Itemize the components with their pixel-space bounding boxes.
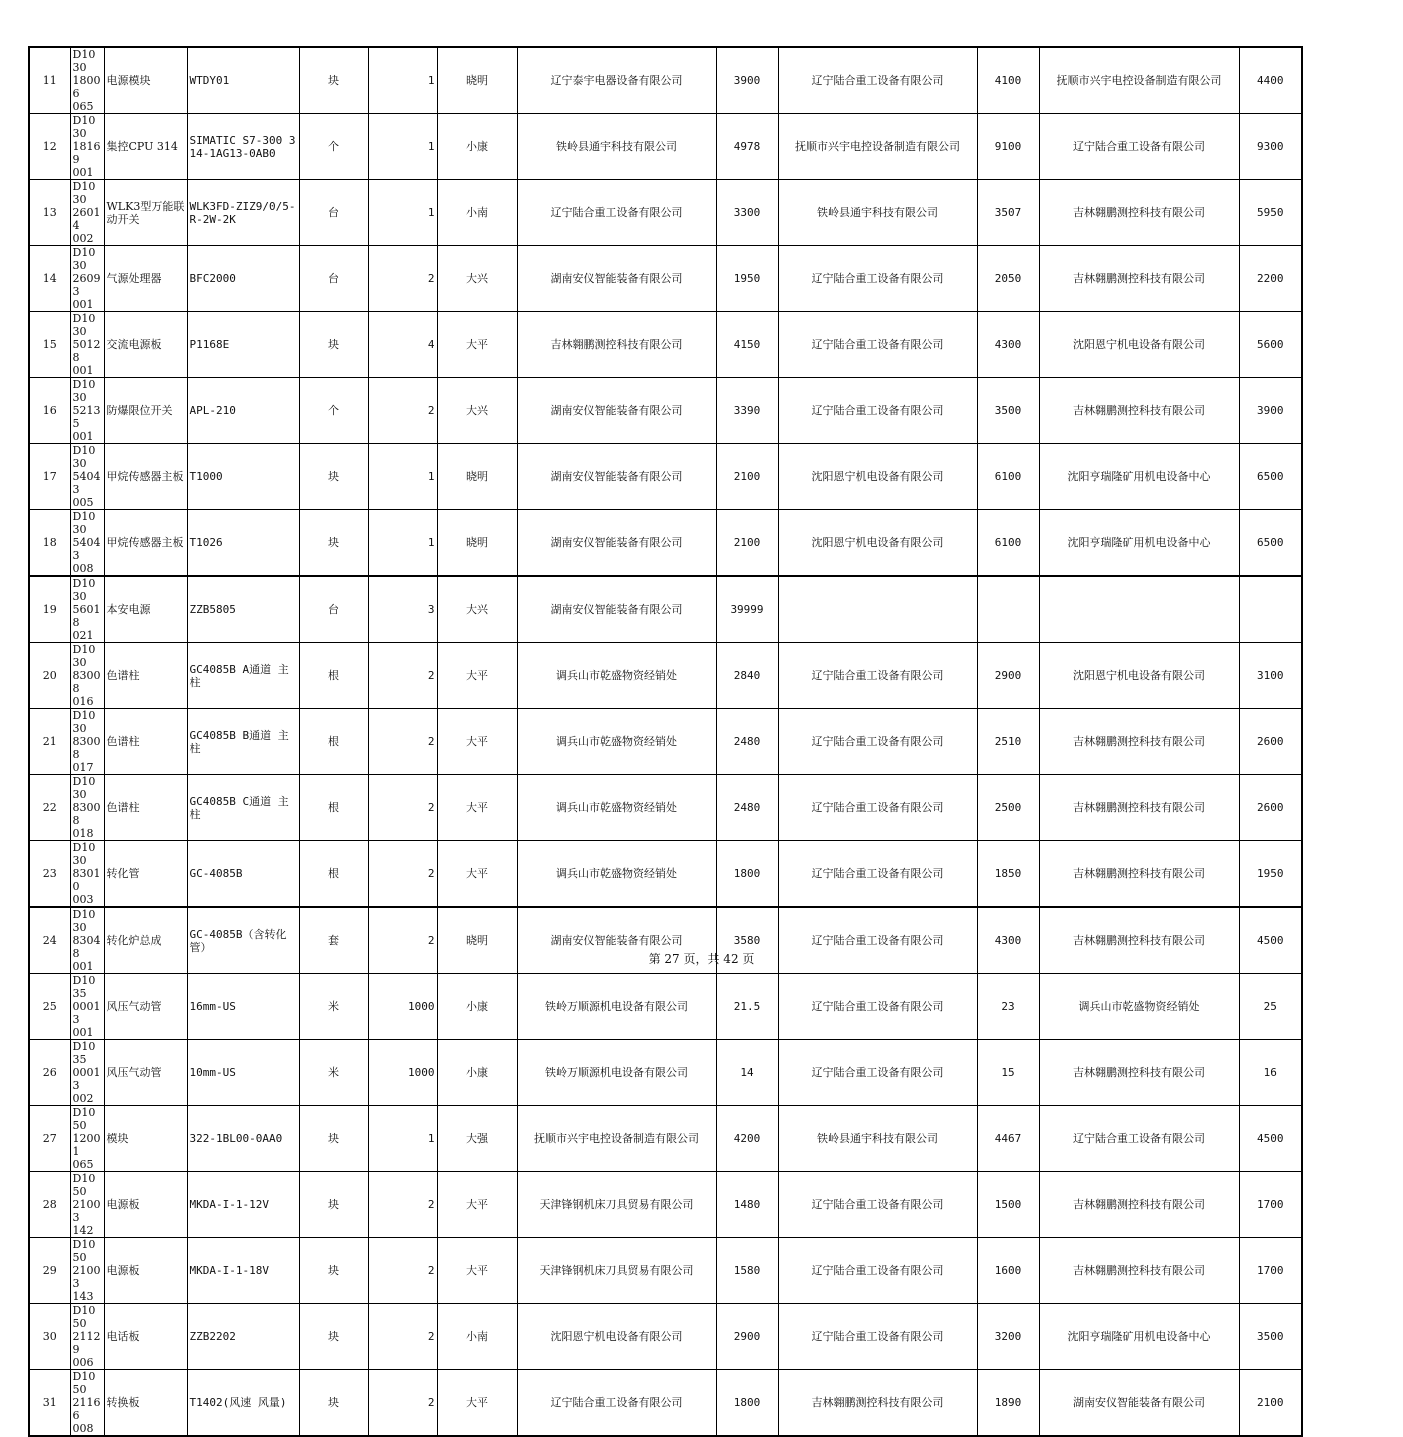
quantity-cell: 4 xyxy=(368,312,437,378)
material-code-cell: D1030 54043 005 xyxy=(70,444,104,510)
material-name-cell: 色谱柱 xyxy=(104,775,187,841)
price-1-cell: 4978 xyxy=(716,114,778,180)
row-number-cell: 27 xyxy=(29,1106,70,1172)
specification-cell: P1168E xyxy=(187,312,299,378)
table-row xyxy=(29,643,1302,709)
supplier-3-cell: 吉林翱鹏测控科技有限公司 xyxy=(1039,1238,1239,1304)
material-code-cell: D1035 00013 001 xyxy=(70,974,104,1040)
price-3-cell: 6500 xyxy=(1239,444,1302,510)
supplier-3-cell: 辽宁陆合重工设备有限公司 xyxy=(1039,114,1239,180)
buyer-cell: 晓明 xyxy=(437,510,517,577)
supplier-3-cell: 吉林翱鹏测控科技有限公司 xyxy=(1039,841,1239,908)
price-2-cell: 2500 xyxy=(977,775,1039,841)
material-name-cell: 色谱柱 xyxy=(104,709,187,775)
buyer-cell: 大平 xyxy=(437,841,517,908)
table-row xyxy=(29,775,1302,841)
material-name-cell: 电源模块 xyxy=(104,47,187,114)
material-name-cell: 色谱柱 xyxy=(104,643,187,709)
material-name-cell: 转化管 xyxy=(104,841,187,908)
unit-cell: 块 xyxy=(299,1238,368,1304)
supplier-1-cell: 铁岭县通宇科技有限公司 xyxy=(517,114,716,180)
specification-cell: SIMATIC S7-300 314-1AG13-0AB0 xyxy=(187,114,299,180)
specification-cell: WLK3FD-ZIZ9/0/5-R-2W-2K xyxy=(187,180,299,246)
table-row xyxy=(29,180,1302,246)
price-3-cell: 25 xyxy=(1239,974,1302,1040)
quantity-cell: 1 xyxy=(368,47,437,114)
unit-cell: 米 xyxy=(299,1040,368,1106)
quantity-cell: 1 xyxy=(368,510,437,577)
material-code-cell: D1030 26014 002 xyxy=(70,180,104,246)
material-name-cell: 气源处理器 xyxy=(104,246,187,312)
table-row xyxy=(29,1172,1302,1238)
supplier-1-cell: 湖南安仪智能装备有限公司 xyxy=(517,378,716,444)
unit-cell: 块 xyxy=(299,1172,368,1238)
quantity-cell: 2 xyxy=(368,1238,437,1304)
table-row xyxy=(29,1238,1302,1304)
material-name-cell: 转化炉总成 xyxy=(104,907,187,974)
unit-cell: 套 xyxy=(299,907,368,974)
supplier-1-cell: 辽宁陆合重工设备有限公司 xyxy=(517,180,716,246)
unit-cell: 块 xyxy=(299,444,368,510)
material-code-cell: D1035 00013 002 xyxy=(70,1040,104,1106)
specification-cell: 322-1BL00-0AA0 xyxy=(187,1106,299,1172)
material-name-cell: 本安电源 xyxy=(104,576,187,643)
supplier-2-cell: 辽宁陆合重工设备有限公司 xyxy=(778,907,977,974)
supplier-2-cell: 辽宁陆合重工设备有限公司 xyxy=(778,1304,977,1370)
supplier-2-cell: 辽宁陆合重工设备有限公司 xyxy=(778,246,977,312)
unit-cell: 根 xyxy=(299,709,368,775)
price-1-cell: 1580 xyxy=(716,1238,778,1304)
material-code-cell: D1030 56018 021 xyxy=(70,576,104,643)
price-2-cell: 9100 xyxy=(977,114,1039,180)
price-2-cell: 2510 xyxy=(977,709,1039,775)
material-name-cell: 电话板 xyxy=(104,1304,187,1370)
material-name-cell: 电源板 xyxy=(104,1172,187,1238)
row-number-cell: 12 xyxy=(29,114,70,180)
price-2-cell: 2050 xyxy=(977,246,1039,312)
price-3-cell: 5600 xyxy=(1239,312,1302,378)
price-2-cell: 6100 xyxy=(977,444,1039,510)
unit-cell: 块 xyxy=(299,1304,368,1370)
supplier-3-cell xyxy=(1039,576,1239,643)
buyer-cell: 晓明 xyxy=(437,444,517,510)
supplier-3-cell: 辽宁陆合重工设备有限公司 xyxy=(1039,1106,1239,1172)
supplier-1-cell: 辽宁泰宇电器设备有限公司 xyxy=(517,47,716,114)
material-code-cell: D1030 50128 001 xyxy=(70,312,104,378)
supplier-1-cell: 抚顺市兴宇电控设备制造有限公司 xyxy=(517,1106,716,1172)
unit-cell: 块 xyxy=(299,1370,368,1437)
supplier-1-cell: 湖南安仪智能装备有限公司 xyxy=(517,907,716,974)
material-code-cell: D1030 54043 008 xyxy=(70,510,104,577)
buyer-cell: 大兴 xyxy=(437,378,517,444)
material-code-cell: D1030 26093 001 xyxy=(70,246,104,312)
buyer-cell: 大平 xyxy=(437,643,517,709)
specification-cell: MKDA-I-1-12V xyxy=(187,1172,299,1238)
supplier-1-cell: 湖南安仪智能装备有限公司 xyxy=(517,576,716,643)
quantity-cell: 2 xyxy=(368,378,437,444)
row-number-cell: 20 xyxy=(29,643,70,709)
specification-cell: ZZB2202 xyxy=(187,1304,299,1370)
row-number-cell: 31 xyxy=(29,1370,70,1437)
table-row xyxy=(29,1106,1302,1172)
quantity-cell: 1 xyxy=(368,180,437,246)
buyer-cell: 大兴 xyxy=(437,576,517,643)
price-3-cell: 16 xyxy=(1239,1040,1302,1106)
supplier-3-cell: 抚顺市兴宇电控设备制造有限公司 xyxy=(1039,47,1239,114)
price-3-cell: 6500 xyxy=(1239,510,1302,577)
row-number-cell: 22 xyxy=(29,775,70,841)
specification-cell: GC4085B B通道 主柱 xyxy=(187,709,299,775)
price-1-cell: 1480 xyxy=(716,1172,778,1238)
quantity-cell: 1 xyxy=(368,1106,437,1172)
supplier-3-cell: 吉林翱鹏测控科技有限公司 xyxy=(1039,378,1239,444)
price-1-cell: 39999 xyxy=(716,576,778,643)
price-2-cell: 4300 xyxy=(977,312,1039,378)
price-2-cell: 1600 xyxy=(977,1238,1039,1304)
specification-cell: 16mm-US xyxy=(187,974,299,1040)
row-number-cell: 19 xyxy=(29,576,70,643)
supplier-2-cell: 辽宁陆合重工设备有限公司 xyxy=(778,1040,977,1106)
price-3-cell: 2600 xyxy=(1239,775,1302,841)
row-number-cell: 23 xyxy=(29,841,70,908)
quantity-cell: 2 xyxy=(368,643,437,709)
table-row xyxy=(29,444,1302,510)
specification-cell: BFC2000 xyxy=(187,246,299,312)
table-row xyxy=(29,510,1302,577)
quantity-cell: 3 xyxy=(368,576,437,643)
price-1-cell: 1800 xyxy=(716,1370,778,1437)
page-footer: 第 27 页，共 42 页 xyxy=(648,952,755,966)
supplier-2-cell: 辽宁陆合重工设备有限公司 xyxy=(778,47,977,114)
quantity-cell: 2 xyxy=(368,775,437,841)
quantity-cell: 2 xyxy=(368,1370,437,1437)
quantity-cell: 1000 xyxy=(368,1040,437,1106)
material-name-cell: 风压气动管 xyxy=(104,974,187,1040)
supplier-3-cell: 沈阳恩宁机电设备有限公司 xyxy=(1039,643,1239,709)
buyer-cell: 大平 xyxy=(437,709,517,775)
table-row xyxy=(29,47,1302,114)
supplier-3-cell: 吉林翱鹏测控科技有限公司 xyxy=(1039,246,1239,312)
supplier-3-cell: 吉林翱鹏测控科技有限公司 xyxy=(1039,1172,1239,1238)
buyer-cell: 晓明 xyxy=(437,47,517,114)
price-2-cell: 3507 xyxy=(977,180,1039,246)
material-name-cell: 交流电源板 xyxy=(104,312,187,378)
buyer-cell: 大强 xyxy=(437,1106,517,1172)
unit-cell: 台 xyxy=(299,246,368,312)
row-number-cell: 21 xyxy=(29,709,70,775)
buyer-cell: 大兴 xyxy=(437,246,517,312)
supplier-2-cell: 铁岭县通宇科技有限公司 xyxy=(778,180,977,246)
table-row xyxy=(29,312,1302,378)
price-1-cell: 3300 xyxy=(716,180,778,246)
price-2-cell: 6100 xyxy=(977,510,1039,577)
material-code-cell: D1050 21003 143 xyxy=(70,1238,104,1304)
specification-cell: ZZB5805 xyxy=(187,576,299,643)
table-row xyxy=(29,841,1302,908)
supplier-3-cell: 吉林翱鹏测控科技有限公司 xyxy=(1039,775,1239,841)
material-name-cell: WLK3型万能联动开关 xyxy=(104,180,187,246)
supplier-2-cell: 辽宁陆合重工设备有限公司 xyxy=(778,709,977,775)
specification-cell: WTDY01 xyxy=(187,47,299,114)
supplier-1-cell: 天津锋钢机床刀具贸易有限公司 xyxy=(517,1238,716,1304)
buyer-cell: 大平 xyxy=(437,312,517,378)
material-name-cell: 模块 xyxy=(104,1106,187,1172)
specification-cell: T1026 xyxy=(187,510,299,577)
price-1-cell: 2100 xyxy=(716,444,778,510)
price-1-cell: 3900 xyxy=(716,47,778,114)
material-code-cell: D1030 18169 001 xyxy=(70,114,104,180)
price-2-cell: 4100 xyxy=(977,47,1039,114)
material-code-cell: D1030 52135 001 xyxy=(70,378,104,444)
buyer-cell: 小南 xyxy=(437,1304,517,1370)
supplier-2-cell: 铁岭县通宇科技有限公司 xyxy=(778,1106,977,1172)
price-2-cell: 3500 xyxy=(977,378,1039,444)
price-3-cell: 1950 xyxy=(1239,841,1302,908)
buyer-cell: 大平 xyxy=(437,1172,517,1238)
specification-cell: 10mm-US xyxy=(187,1040,299,1106)
price-3-cell: 1700 xyxy=(1239,1238,1302,1304)
supplier-2-cell: 抚顺市兴宇电控设备制造有限公司 xyxy=(778,114,977,180)
material-name-cell: 风压气动管 xyxy=(104,1040,187,1106)
price-2-cell: 1890 xyxy=(977,1370,1039,1437)
price-3-cell: 3900 xyxy=(1239,378,1302,444)
quantity-cell: 2 xyxy=(368,246,437,312)
supplier-1-cell: 铁岭万顺源机电设备有限公司 xyxy=(517,1040,716,1106)
price-2-cell: 4300 xyxy=(977,907,1039,974)
unit-cell: 台 xyxy=(299,180,368,246)
row-number-cell: 14 xyxy=(29,246,70,312)
buyer-cell: 晓明 xyxy=(437,907,517,974)
supplier-1-cell: 调兵山市乾盛物资经销处 xyxy=(517,643,716,709)
material-name-cell: 甲烷传感器主板 xyxy=(104,510,187,577)
table-row xyxy=(29,709,1302,775)
specification-cell: MKDA-I-1-18V xyxy=(187,1238,299,1304)
material-name-cell: 电源板 xyxy=(104,1238,187,1304)
supplier-1-cell: 天津锋钢机床刀具贸易有限公司 xyxy=(517,1172,716,1238)
quantity-cell: 2 xyxy=(368,1304,437,1370)
price-1-cell: 1950 xyxy=(716,246,778,312)
quantity-cell: 2 xyxy=(368,841,437,908)
unit-cell: 个 xyxy=(299,378,368,444)
price-2-cell: 2900 xyxy=(977,643,1039,709)
supplier-3-cell: 吉林翱鹏测控科技有限公司 xyxy=(1039,1040,1239,1106)
supplier-3-cell: 沈阳恩宁机电设备有限公司 xyxy=(1039,312,1239,378)
price-2-cell xyxy=(977,576,1039,643)
supplier-3-cell: 吉林翱鹏测控科技有限公司 xyxy=(1039,709,1239,775)
row-number-cell: 15 xyxy=(29,312,70,378)
price-2-cell: 1850 xyxy=(977,841,1039,908)
supplier-2-cell: 辽宁陆合重工设备有限公司 xyxy=(778,643,977,709)
supplier-2-cell: 辽宁陆合重工设备有限公司 xyxy=(778,974,977,1040)
price-3-cell: 1700 xyxy=(1239,1172,1302,1238)
buyer-cell: 小康 xyxy=(437,114,517,180)
price-3-cell: 9300 xyxy=(1239,114,1302,180)
price-3-cell: 4500 xyxy=(1239,907,1302,974)
price-1-cell: 3390 xyxy=(716,378,778,444)
supplier-1-cell: 湖南安仪智能装备有限公司 xyxy=(517,246,716,312)
price-3-cell: 5950 xyxy=(1239,180,1302,246)
row-number-cell: 30 xyxy=(29,1304,70,1370)
price-1-cell: 4150 xyxy=(716,312,778,378)
price-3-cell: 2100 xyxy=(1239,1370,1302,1437)
material-code-cell: D1030 18006 065 xyxy=(70,47,104,114)
price-3-cell: 4500 xyxy=(1239,1106,1302,1172)
supplier-2-cell: 辽宁陆合重工设备有限公司 xyxy=(778,378,977,444)
price-1-cell: 2100 xyxy=(716,510,778,577)
specification-cell: GC4085B C通道 主柱 xyxy=(187,775,299,841)
supplier-1-cell: 辽宁陆合重工设备有限公司 xyxy=(517,1370,716,1437)
price-1-cell: 2480 xyxy=(716,775,778,841)
supplier-1-cell: 调兵山市乾盛物资经销处 xyxy=(517,841,716,908)
price-1-cell: 2900 xyxy=(716,1304,778,1370)
row-number-cell: 26 xyxy=(29,1040,70,1106)
row-number-cell: 13 xyxy=(29,180,70,246)
table-row xyxy=(29,1040,1302,1106)
quantity-cell: 2 xyxy=(368,1172,437,1238)
supplier-1-cell: 吉林翱鹏测控科技有限公司 xyxy=(517,312,716,378)
supplier-2-cell: 辽宁陆合重工设备有限公司 xyxy=(778,1238,977,1304)
price-3-cell xyxy=(1239,576,1302,643)
price-1-cell: 2480 xyxy=(716,709,778,775)
table-row xyxy=(29,114,1302,180)
table-row xyxy=(29,576,1302,643)
price-2-cell: 3200 xyxy=(977,1304,1039,1370)
price-3-cell: 3100 xyxy=(1239,643,1302,709)
supplier-2-cell: 辽宁陆合重工设备有限公司 xyxy=(778,775,977,841)
supplier-1-cell: 调兵山市乾盛物资经销处 xyxy=(517,709,716,775)
price-1-cell: 4200 xyxy=(716,1106,778,1172)
table-row xyxy=(29,378,1302,444)
supplier-1-cell: 湖南安仪智能装备有限公司 xyxy=(517,444,716,510)
price-1-cell: 3580 xyxy=(716,907,778,974)
supplier-3-cell: 沈阳亨瑞隆矿用机电设备中心 xyxy=(1039,1304,1239,1370)
unit-cell: 米 xyxy=(299,974,368,1040)
material-code-cell: D1050 21003 142 xyxy=(70,1172,104,1238)
specification-cell: T1000 xyxy=(187,444,299,510)
supplier-3-cell: 沈阳亨瑞隆矿用机电设备中心 xyxy=(1039,510,1239,577)
supplier-2-cell: 辽宁陆合重工设备有限公司 xyxy=(778,312,977,378)
price-3-cell: 2200 xyxy=(1239,246,1302,312)
material-code-cell: D1030 83008 017 xyxy=(70,709,104,775)
specification-cell: T1402(风速 风量) xyxy=(187,1370,299,1437)
supplier-2-cell xyxy=(778,576,977,643)
row-number-cell: 29 xyxy=(29,1238,70,1304)
unit-cell: 块 xyxy=(299,47,368,114)
price-3-cell: 2600 xyxy=(1239,709,1302,775)
table-row xyxy=(29,1370,1302,1437)
buyer-cell: 小南 xyxy=(437,180,517,246)
unit-cell: 块 xyxy=(299,510,368,577)
quantity-cell: 2 xyxy=(368,907,437,974)
quantity-cell: 1000 xyxy=(368,974,437,1040)
supplier-1-cell: 湖南安仪智能装备有限公司 xyxy=(517,510,716,577)
quantity-cell: 1 xyxy=(368,444,437,510)
supplier-3-cell: 调兵山市乾盛物资经销处 xyxy=(1039,974,1239,1040)
supplier-3-cell: 沈阳亨瑞隆矿用机电设备中心 xyxy=(1039,444,1239,510)
unit-cell: 块 xyxy=(299,312,368,378)
material-name-cell: 集控CPU 314 xyxy=(104,114,187,180)
row-number-cell: 16 xyxy=(29,378,70,444)
table-row xyxy=(29,974,1302,1040)
unit-cell: 块 xyxy=(299,1106,368,1172)
supplier-2-cell: 吉林翱鹏测控科技有限公司 xyxy=(778,1370,977,1437)
material-name-cell: 甲烷传感器主板 xyxy=(104,444,187,510)
buyer-cell: 小康 xyxy=(437,974,517,1040)
supplier-2-cell: 沈阳恩宁机电设备有限公司 xyxy=(778,510,977,577)
price-2-cell: 4467 xyxy=(977,1106,1039,1172)
buyer-cell: 大平 xyxy=(437,775,517,841)
supplier-1-cell: 沈阳恩宁机电设备有限公司 xyxy=(517,1304,716,1370)
price-comparison-table xyxy=(28,46,1303,1437)
price-3-cell: 3500 xyxy=(1239,1304,1302,1370)
buyer-cell: 大平 xyxy=(437,1370,517,1437)
price-2-cell: 23 xyxy=(977,974,1039,1040)
unit-cell: 台 xyxy=(299,576,368,643)
buyer-cell: 大平 xyxy=(437,1238,517,1304)
material-code-cell: D1050 21166 008 xyxy=(70,1370,104,1437)
quantity-cell: 1 xyxy=(368,114,437,180)
supplier-3-cell: 湖南安仪智能装备有限公司 xyxy=(1039,1370,1239,1437)
material-name-cell: 转换板 xyxy=(104,1370,187,1437)
material-code-cell: D1030 83008 016 xyxy=(70,643,104,709)
price-1-cell: 21.5 xyxy=(716,974,778,1040)
unit-cell: 根 xyxy=(299,775,368,841)
supplier-2-cell: 辽宁陆合重工设备有限公司 xyxy=(778,841,977,908)
supplier-2-cell: 辽宁陆合重工设备有限公司 xyxy=(778,1172,977,1238)
price-1-cell: 14 xyxy=(716,1040,778,1106)
specification-cell: GC4085B A通道 主柱 xyxy=(187,643,299,709)
buyer-cell: 小康 xyxy=(437,1040,517,1106)
unit-cell: 根 xyxy=(299,841,368,908)
specification-cell: GC-4085B（含转化管） xyxy=(187,907,299,974)
material-code-cell: D1050 21129 006 xyxy=(70,1304,104,1370)
table-row xyxy=(29,246,1302,312)
supplier-3-cell: 吉林翱鹏测控科技有限公司 xyxy=(1039,907,1239,974)
row-number-cell: 17 xyxy=(29,444,70,510)
row-number-cell: 24 xyxy=(29,907,70,974)
material-code-cell: D1030 83010 003 xyxy=(70,841,104,908)
specification-cell: GC-4085B xyxy=(187,841,299,908)
material-name-cell: 防爆限位开关 xyxy=(104,378,187,444)
price-2-cell: 15 xyxy=(977,1040,1039,1106)
supplier-3-cell: 吉林翱鹏测控科技有限公司 xyxy=(1039,180,1239,246)
material-code-cell: D1050 12001 065 xyxy=(70,1106,104,1172)
price-3-cell: 4400 xyxy=(1239,47,1302,114)
unit-cell: 个 xyxy=(299,114,368,180)
material-code-cell: D1030 83048 001 xyxy=(70,907,104,974)
supplier-2-cell: 沈阳恩宁机电设备有限公司 xyxy=(778,444,977,510)
unit-cell: 根 xyxy=(299,643,368,709)
row-number-cell: 25 xyxy=(29,974,70,1040)
supplier-1-cell: 调兵山市乾盛物资经销处 xyxy=(517,775,716,841)
material-code-cell: D1030 83008 018 xyxy=(70,775,104,841)
price-2-cell: 1500 xyxy=(977,1172,1039,1238)
price-1-cell: 1800 xyxy=(716,841,778,908)
supplier-1-cell: 铁岭万顺源机电设备有限公司 xyxy=(517,974,716,1040)
row-number-cell: 11 xyxy=(29,47,70,114)
quantity-cell: 2 xyxy=(368,709,437,775)
specification-cell: APL-210 xyxy=(187,378,299,444)
table-row xyxy=(29,1304,1302,1370)
price-1-cell: 2840 xyxy=(716,643,778,709)
row-number-cell: 18 xyxy=(29,510,70,577)
row-number-cell: 28 xyxy=(29,1172,70,1238)
